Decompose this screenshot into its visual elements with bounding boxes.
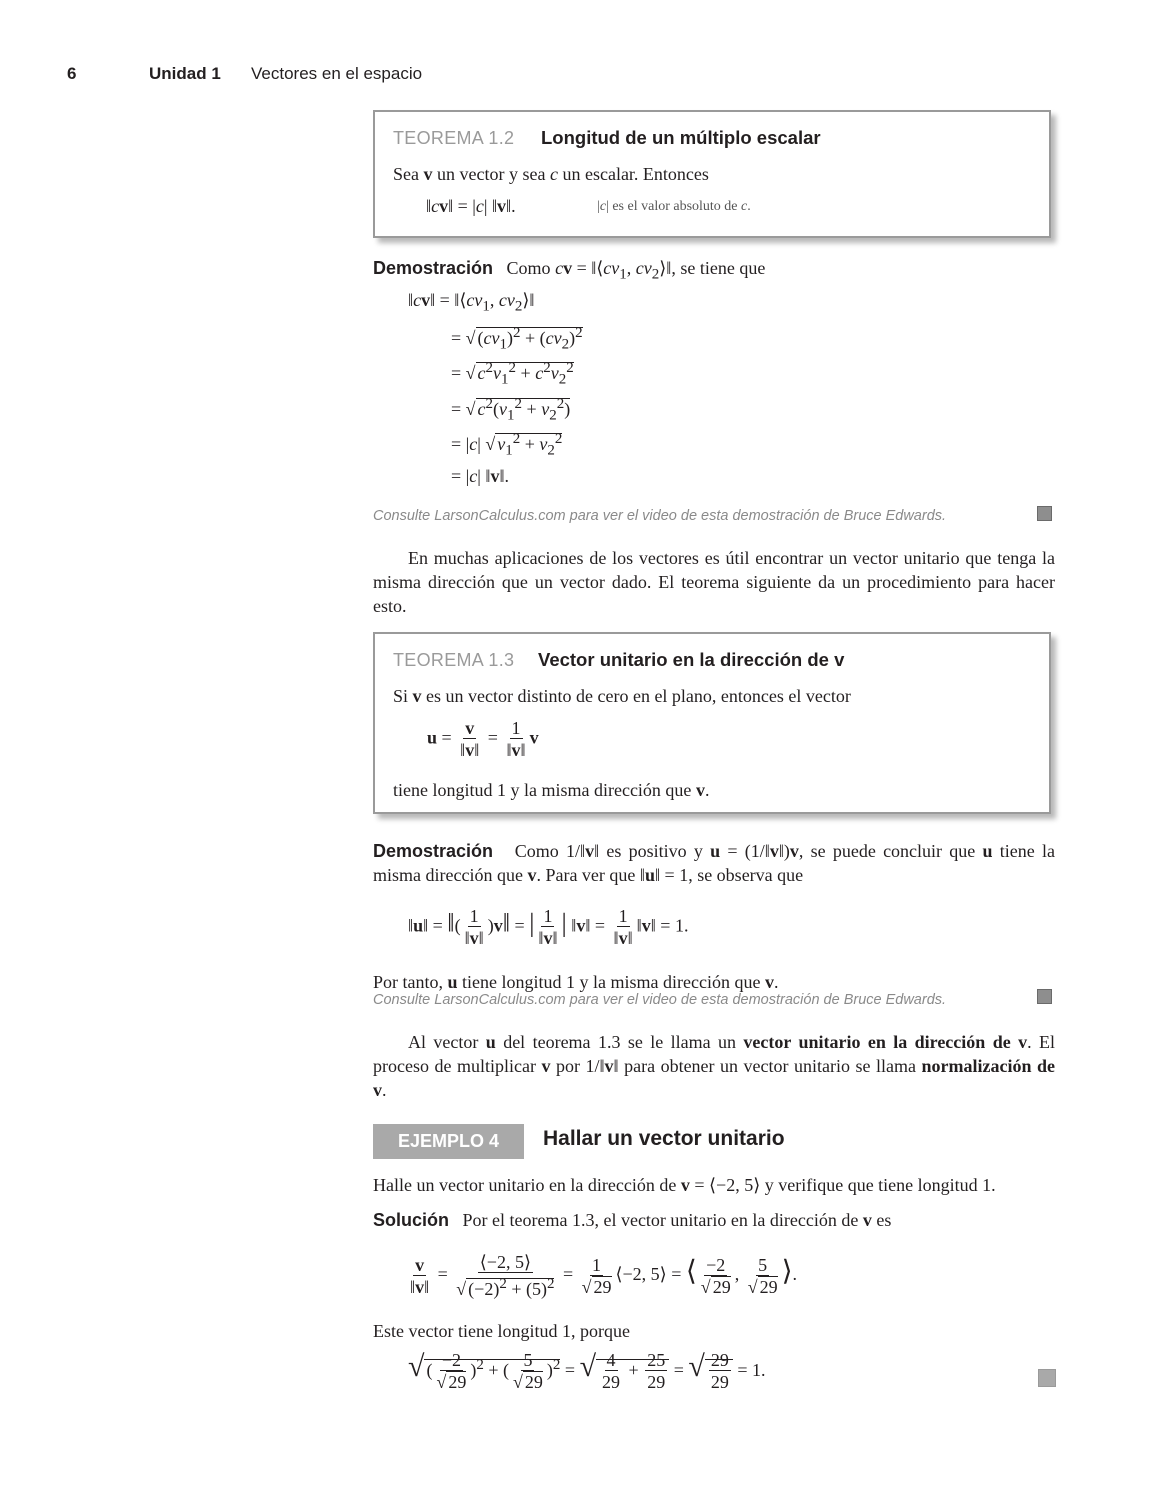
theorem-1-2-statement: Sea v un vector y sea c un escalar. Entonces (393, 164, 709, 184)
theorem-1-3-statement: Si v es un vector distinto de cero en el plano, entonces el vector (393, 686, 851, 706)
theorem-1-3-formula: u = $\frac{v}{‖v‖}$ = $\frac{1}{‖v‖}$ v (427, 718, 539, 760)
proof-1-line-3: = √ $c^2v_1^2 + c^2v_2^2$ (451, 360, 574, 388)
proof-1-line-2: = √ $(cv_1)^2 + (cv_2)^2$ (451, 325, 583, 353)
example-4-solution: Solución Por el teorema 1.3, el vector unitario en la dirección de v es (373, 1210, 892, 1230)
example-4-check-text: Este vector tiene longitud 1, porque (373, 1321, 630, 1341)
paragraph-2: Al vector u del teorema 1.3 se le llama un vector unitario en la dirección de v. El proceso de multiplicar v por 1/‖v‖ para obtener un vector unitario se llama normalización de v. (373, 1032, 1056, 1100)
proof-2-text: Demostración Como 1/‖v‖ es positivo y u = (1/‖v‖)v, se puede concluir que u tiene la misma dirección que v. Para ver que ‖u‖ = 1, se observa que (373, 841, 1056, 885)
paragraph-1: En muchas aplicaciones de los vectores es útil encontrar un vector unitario que tenga la misma dirección que un vector dado. El teorema siguiente da un procedimiento para hacer esto. (373, 548, 1055, 616)
page-number: 6 (67, 64, 77, 83)
proof-1-line-6: = |c| ‖v‖. (451, 466, 509, 486)
theorem-1-2-formula: ‖cv‖ = |c| ‖v‖. (426, 196, 516, 216)
proof-end-icon (1037, 989, 1052, 1004)
example-4-formula-1: $\frac{v}{‖v‖}$ = $\frac{⟨-2, 5⟩}{√ (-2)^2 + (5)^2}$ = $\frac{1}{√ 29}$ ⟨−2, 5⟩ = ⟨ $\frac{-2}{√ 29}$ , $\frac{5}{√ 29}$ ⟩. (410, 1252, 798, 1299)
unit-label: Unidad 1 (149, 64, 221, 83)
example-4-formula-2: √ ( $\frac{-2}{√ 29}$ )$^2$ + ( $\frac{5}{√ 29}$ )$^2$ = √ $\frac{4}{29}$ + $\frac{25}{29}$ = √ $\frac{29}{29}$ = 1. (408, 1350, 766, 1393)
proof-2-after: Por tanto, u tiene longitud 1 y la misma dirección que v. (373, 972, 779, 992)
proof-2-formula: ‖u‖ = ‖( $\frac{1}{‖v‖}$ )v‖ = | $\frac{1}{‖v‖}$ | ‖v‖ = $\frac{1}{‖v‖}$ ‖v‖ = 1. (408, 906, 689, 948)
theorem-1-2-box (373, 110, 1051, 238)
example-4-title: Hallar un vector unitario (543, 1127, 785, 1150)
example-4-tab: EJEMPLO 4 (373, 1124, 524, 1159)
theorem-1-2-title: Longitud de un múltiplo escalar (541, 127, 821, 148)
theorem-1-3-box (373, 632, 1051, 814)
theorem-1-3-title: Vector unitario en la dirección de v (538, 649, 845, 670)
proof-1-consult: Consulte LarsonCalculus.com para ver el video de esta demostración de Bruce Edwards. (373, 508, 947, 524)
theorem-1-3-conclusion: tiene longitud 1 y la misma dirección que v. (393, 780, 710, 800)
example-end-icon (1038, 1369, 1056, 1387)
proof-2-consult: Consulte LarsonCalculus.com para ver el video de esta demostración de Bruce Edwards. (373, 992, 947, 1008)
proof-end-icon (1037, 506, 1052, 521)
example-4-statement: Halle un vector unitario en la dirección de v = ⟨−2, 5⟩ y verifique que tiene longitud 1. (373, 1175, 996, 1195)
theorem-1-3-label: TEOREMA 1.3 (393, 650, 515, 670)
theorem-1-2-side-note: |c| es el valor absoluto de c. (597, 199, 751, 214)
theorem-1-2-label: TEOREMA 1.2 (393, 128, 515, 148)
chapter-title: Vectores en el espacio (251, 64, 423, 83)
proof-1-intro: Demostración Como cv = $‖⟨cv_1$, $cv_2⟩‖$, se tiene que (373, 258, 766, 283)
proof-1-line-4: = √ $c^2(v_1^2 + v_2^2)$ (451, 396, 571, 424)
proof-1-line-1: ‖cv‖ = $‖⟨cv_1$, $cv_2⟩‖$ (408, 290, 535, 315)
proof-1-line-5: = |c| √ $v_1^2 + v_2^2$ (451, 431, 563, 459)
